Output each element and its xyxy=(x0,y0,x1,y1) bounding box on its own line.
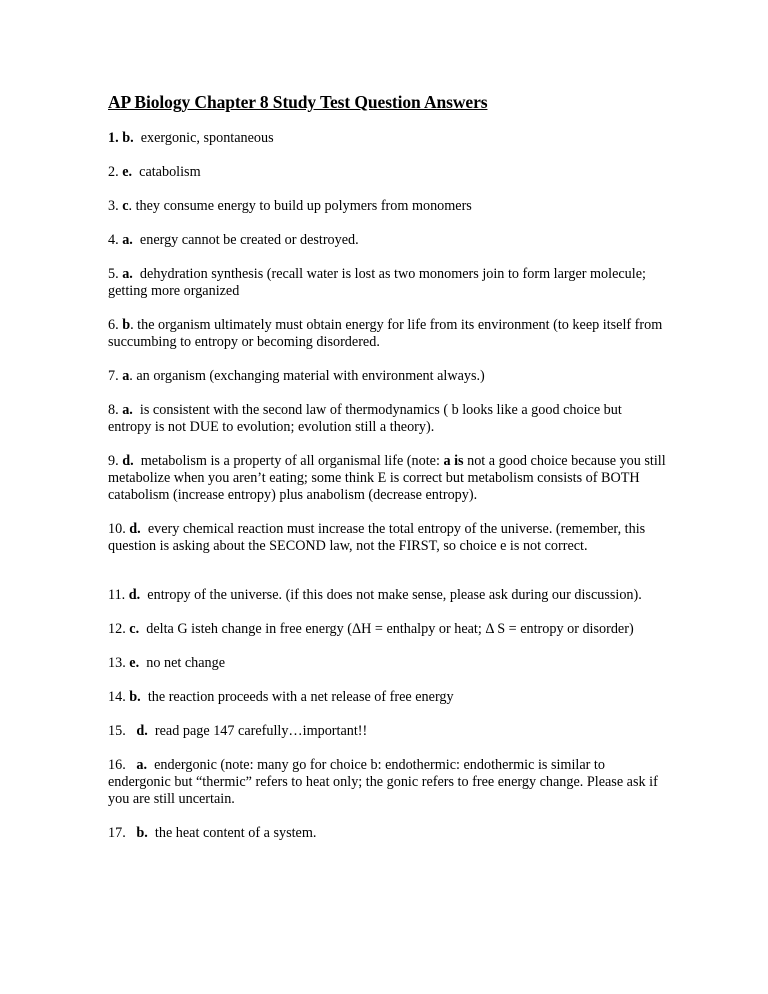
answer-number: 1. xyxy=(108,130,119,146)
answer-item xyxy=(108,723,668,740)
answer-item xyxy=(108,621,668,638)
answer-number: 4. xyxy=(108,232,119,248)
answer-number: 14. xyxy=(108,689,126,705)
answer-number: 2. xyxy=(108,164,119,180)
answer-number: 12. xyxy=(108,621,126,637)
answer-text: dehydration synthesis (recall water is lost as two monomers join to form larger molecule; getting more organized xyxy=(108,266,646,299)
answer-item xyxy=(108,757,668,808)
answer-letter: e. xyxy=(122,164,133,180)
answer-item xyxy=(108,825,668,842)
answer-letter: d. xyxy=(128,587,141,603)
answer-emphasis: a is xyxy=(443,453,464,469)
answer-text: the heat content of a system. xyxy=(154,825,317,841)
answer-item xyxy=(108,689,668,706)
answer-letter: b xyxy=(122,317,131,333)
answer-letter: e. xyxy=(129,655,140,671)
answer-number: 10. xyxy=(108,521,126,537)
answer-text: energy cannot be created or destroyed. xyxy=(139,232,359,248)
answer-text: entropy of the universe. (if this does not make sense, please ask during our discussion). xyxy=(147,587,642,603)
answer-text: every chemical reaction must increase the total entropy of the universe. (remember, this question is asking about the SECOND law, not the FIRST, so choice e is not correct. xyxy=(108,521,646,554)
answer-letter: d. xyxy=(136,723,148,739)
answer-letter: b. xyxy=(136,825,148,841)
answer-list xyxy=(108,130,668,842)
answer-number: 3. xyxy=(108,198,119,214)
answer-item xyxy=(108,317,668,351)
answer-item xyxy=(108,198,668,215)
answer-letter: a. xyxy=(122,266,133,282)
answer-letter: b. xyxy=(122,130,134,146)
answer-number: 7. xyxy=(108,368,119,384)
answer-letter: c xyxy=(122,198,129,214)
answer-text: read page 147 carefully…important!! xyxy=(154,723,368,739)
answer-item xyxy=(108,453,668,504)
answer-number: 5. xyxy=(108,266,119,282)
answer-text: not a good choice because you still metabolize when you aren’t eating; some think E is correct but metabolism consists of BOTH catabolism (increase entropy) plus anabolism (decrease entropy). xyxy=(108,453,666,503)
answer-number: 13. xyxy=(108,655,126,671)
answer-text: exergonic, spontaneous xyxy=(140,130,274,146)
answer-text: delta G isteh change in free energy (ΔH = enthalpy or heat; Δ S = entropy or disorder) xyxy=(146,621,634,637)
answer-letter: a xyxy=(122,368,130,384)
answer-letter: c. xyxy=(129,621,140,637)
answer-number: 6. xyxy=(108,317,119,333)
answer-letter: a. xyxy=(122,402,133,418)
answer-item xyxy=(108,521,668,555)
document-title: AP Biology Chapter 8 Study Test Question Answers xyxy=(108,92,488,112)
answer-text: endergonic (note: many go for choice b: endothermic: endothermic is similar to endergonic but “thermic” refers to heat only; the gonic refers to free energy change. Please ask if you are still uncertain. xyxy=(108,757,658,807)
answer-item xyxy=(108,232,668,249)
answer-item xyxy=(108,130,668,147)
answer-number: 8. xyxy=(108,402,119,418)
answer-letter: a. xyxy=(136,757,148,773)
answer-item xyxy=(108,587,668,604)
answer-text: metabolism is a property of all organismal life (note: xyxy=(140,453,444,469)
answer-letter: a. xyxy=(122,232,133,248)
answer-letter: b. xyxy=(129,689,141,705)
answer-text: catabolism xyxy=(139,164,201,180)
answer-letter: d. xyxy=(129,521,141,537)
answer-text: no net change xyxy=(146,655,226,671)
answer-number: 9. xyxy=(108,453,119,469)
answer-number: 16. xyxy=(108,757,126,773)
answer-number: 17. xyxy=(108,825,126,841)
answer-item xyxy=(108,164,668,181)
answer-text: . an organism (exchanging material with environment always.) xyxy=(129,368,485,384)
answer-item xyxy=(108,655,668,672)
answer-item xyxy=(108,368,668,385)
answer-letter: d. xyxy=(122,453,134,469)
answer-item xyxy=(108,402,668,436)
answer-number: 11. xyxy=(108,587,126,603)
answer-text: the reaction proceeds with a net release of free energy xyxy=(147,689,454,705)
answer-text: . the organism ultimately must obtain energy for life from its environment (to keep itself from succumbing to entropy or becoming disordered. xyxy=(108,317,663,350)
answer-item xyxy=(108,266,668,300)
document-page xyxy=(108,92,668,859)
answer-number: 15. xyxy=(108,723,126,739)
answer-text: . they consume energy to build up polymers from monomers xyxy=(128,198,472,214)
answer-text: is consistent with the second law of thermodynamics ( b looks like a good choice but entropy is not DUE to evolution; evolution still a theory). xyxy=(108,402,622,435)
